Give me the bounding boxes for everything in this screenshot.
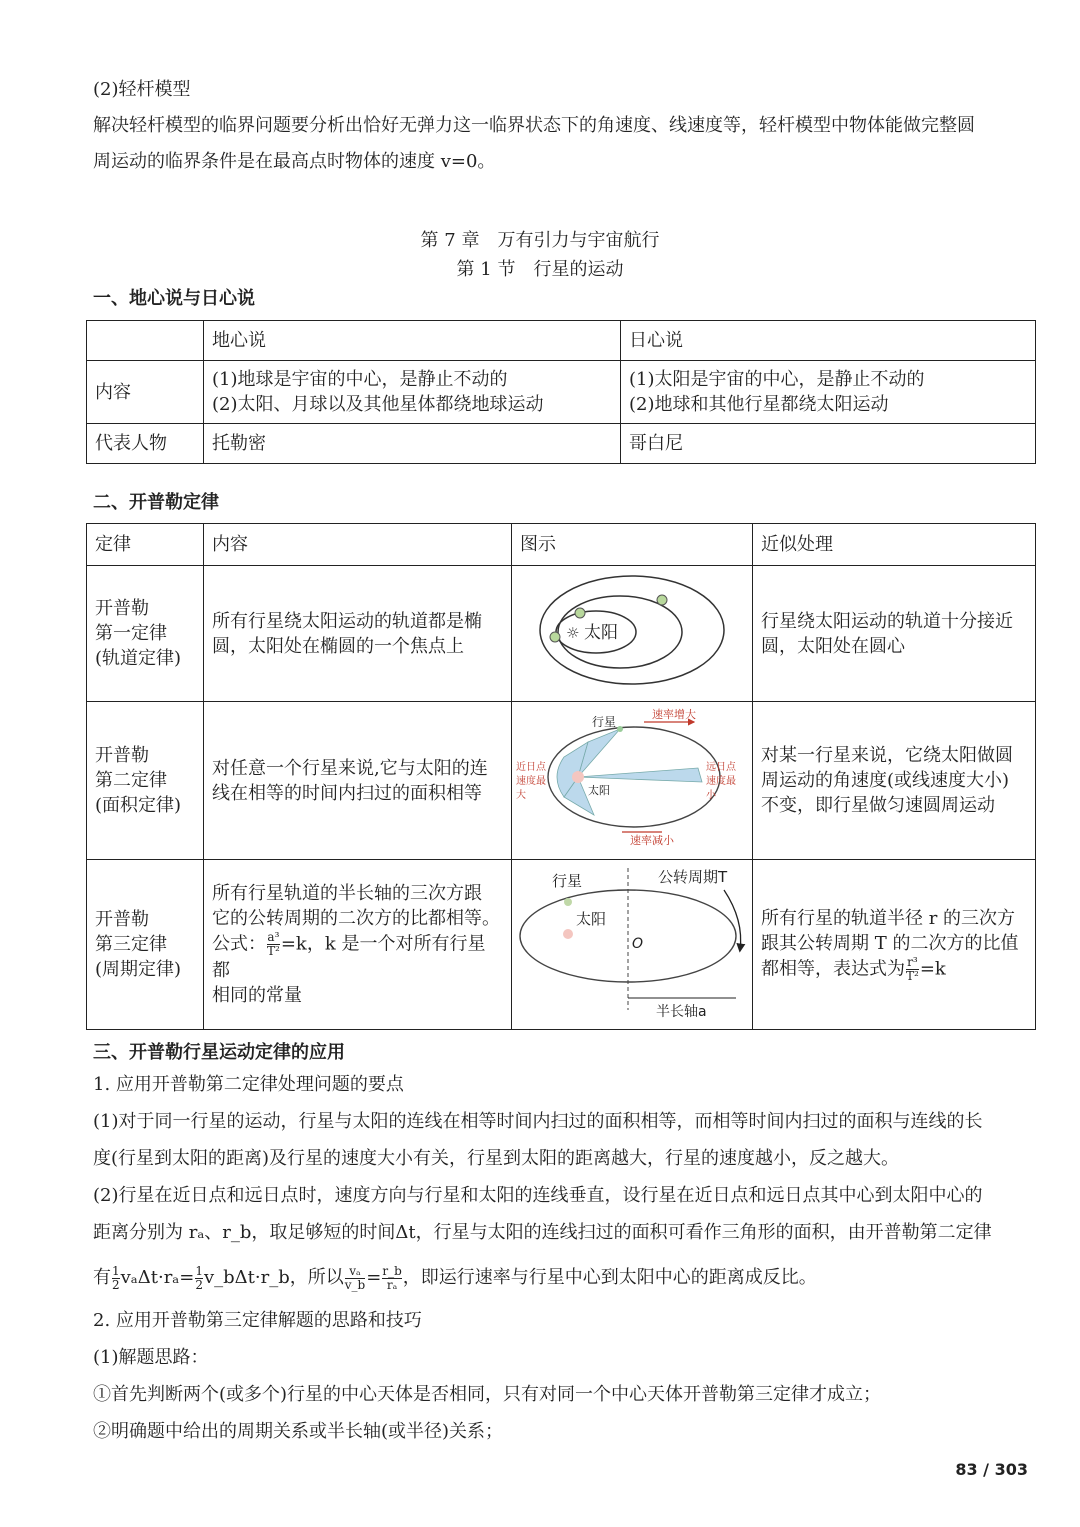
table-header-cell: 近似处理 xyxy=(753,524,1036,566)
sun-icon xyxy=(572,771,584,783)
chapter-title: 第 7 章 万有引力与宇宙航行 xyxy=(420,230,660,251)
law-name: 开普勒 第二定律 (面积定律) xyxy=(87,702,204,860)
ellipse-orbits-diagram xyxy=(512,566,752,694)
law-name: 开普勒 第三定律 (周期定律) xyxy=(87,860,204,1030)
table-header-cell: 日心说 xyxy=(621,321,1036,361)
table-header-cell: 定律 xyxy=(87,524,204,566)
law-content: 所有行星绕太阳运动的轨道都是椭 圆，太阳处在椭圆的一个焦点上 xyxy=(204,566,512,702)
table-cell xyxy=(621,361,1036,424)
period-label: 公转周期T xyxy=(658,868,728,886)
perihelion-label: 速度最 xyxy=(516,776,546,787)
paragraph-line: (1)对于同一行星的运动，行星与太阳的连线在相等时间内扫过的面积相等，而相等时间内扫过的面积与连线的长 xyxy=(93,1111,983,1132)
sun-label: 太阳 xyxy=(584,623,618,643)
sun-icon xyxy=(563,929,573,939)
planet-icon xyxy=(575,608,585,618)
paragraph-line: ②明确题中给出的周期关系或半长轴(或半径)关系； xyxy=(93,1421,504,1442)
table-header-cell xyxy=(87,321,204,361)
row-label: 内容 xyxy=(87,361,204,424)
law1-diagram xyxy=(512,566,753,702)
sun-icon: ☼ xyxy=(566,624,580,642)
law-content: 对任意一个行星来说,它与太阳的连 线在相等的时间内扫过的面积相等 xyxy=(204,702,512,860)
table-header-cell: 内容 xyxy=(204,524,512,566)
fraction: $\frac{1}{2}$ xyxy=(195,1263,203,1292)
table-header-cell: 地心说 xyxy=(204,321,621,361)
aphelion-label: 速度最 xyxy=(706,776,736,787)
aphelion-label: 小 xyxy=(706,790,716,801)
paragraph-line: (2)行星在近日点和远日点时，速度方向与行星和太阳的连线垂直，设行星在近日点和远日点其中心到太阳中心的 xyxy=(93,1185,983,1206)
paragraph-line: (1)解题思路： xyxy=(93,1347,209,1368)
paragraph-line: 解决轻杆模型的临界问题要分析出恰好无弹力这一临界状态下的角速度、线速度等，轻杆模型中物体能做完整圆 xyxy=(93,115,975,136)
section-title: 第 1 节 行星的运动 xyxy=(456,259,624,280)
section-heading: 二、开普勒定律 xyxy=(93,492,219,513)
model-title: (2)轻杆模型 xyxy=(93,79,191,100)
fraction: $\frac{\text{vₐ}}{v\_b}$ xyxy=(344,1263,366,1292)
law-approx: 行星绕太阳运动的轨道十分接近 圆，太阳处在圆心 xyxy=(753,566,1036,702)
perihelion-label: 大 xyxy=(516,790,526,801)
table-cell: 哥白尼 xyxy=(621,424,1036,464)
law3-diagram xyxy=(512,860,753,1030)
geo-helio-table xyxy=(86,320,1036,464)
planet-label: 行星 xyxy=(592,715,617,729)
law2-diagram xyxy=(512,702,753,860)
planet-label: 行星 xyxy=(552,872,583,890)
cell-line: (1)地球是宇宙的中心，是静止不动的 xyxy=(212,369,508,390)
speed-label: 速率减小 xyxy=(630,834,674,847)
planet-icon xyxy=(564,898,572,906)
paragraph-line: ①首先判断两个(或多个)行星的中心天体是否相同，只有对同一个中心天体开普勒第三定律才成立； xyxy=(93,1384,882,1405)
subheading: 1. 应用开普勒第二定律处理问题的要点 xyxy=(93,1074,404,1095)
kepler-table xyxy=(86,523,1036,1030)
planet-icon xyxy=(550,632,560,642)
planet-icon xyxy=(617,726,623,732)
formula-paragraph: 有 $\frac{1}{2}$ vₐΔt·rₐ= $\frac{1}{2}$ v_bΔt·r_b，所以 $\frac{\text{vₐ}}{v\_b}$ = $\frac{r\_b}{\text{rₐ}}$ ，即运行速率与行星中心到太阳中心的距离成反比。 xyxy=(93,1263,817,1292)
semi-major-label: 半长轴a xyxy=(656,1004,707,1020)
aphelion-label: 远日点 xyxy=(706,762,736,773)
law-name: 开普勒 第一定律 (轨道定律) xyxy=(87,566,204,702)
origin-label: O xyxy=(632,936,644,952)
fraction: $\frac{r\_b}{\text{rₐ}}$ xyxy=(382,1263,402,1292)
table-cell xyxy=(204,361,621,424)
section-heading: 一、地心说与日心说 xyxy=(93,288,255,309)
perihelion-label: 近日点 xyxy=(516,762,546,773)
equal-area-diagram xyxy=(512,702,752,852)
formula-line: 都相等，表达式为 $\frac{\text{r³}}{\text{T²}}$ =k xyxy=(761,955,946,983)
fraction: $\frac{\text{r³}}{\text{T²}}$ xyxy=(906,955,919,983)
table-cell: 托勒密 xyxy=(204,424,621,464)
table-header-cell: 图示 xyxy=(512,524,753,566)
section-heading: 三、开普勒行星运动定律的应用 xyxy=(93,1042,345,1063)
speed-label: 速率增大 xyxy=(652,708,696,721)
paragraph-line: 周运动的临界条件是在最高点时物体的速度 v=0。 xyxy=(93,151,496,172)
planet-icon xyxy=(657,595,667,605)
law-approx: 所有行星的轨道半径 r 的三次方 跟其公转周期 T 的二次方的比值 都相等，表达式为 $\frac{\text{r³}}{\text{T²}}$ =k xyxy=(753,860,1036,1030)
cell-line: (2)太阳、月球以及其他星体都绕地球运动 xyxy=(212,394,544,415)
page-number: 83 / 303 xyxy=(955,1460,1028,1479)
cell-line: (1)太阳是宇宙的中心，是静止不动的 xyxy=(629,369,925,390)
paragraph-line: 距离分别为 rₐ、r_b，取足够短的时间Δt，行星与太阳的连线扫过的面积可看作三角形的面积，由开普勒第二定律 xyxy=(93,1222,992,1243)
semi-major-diagram xyxy=(512,860,752,1022)
formula-line: 公式： $\frac{\text{a³}}{\text{T²}}$ =k，k 是一个对所有行星都 xyxy=(212,930,486,981)
law-approx: 对某一行星来说，它绕太阳做圆 周运动的角速度(或线速度大小) 不变，即行星做匀速圆周运动 xyxy=(753,702,1036,860)
subheading: 2. 应用开普勒第三定律解题的思路和技巧 xyxy=(93,1310,422,1331)
law-content: 所有行星轨道的半长轴的三次方跟 它的公转周期的二次方的比都相等。 公式： $\frac{\text{a³}}{\text{T²}}$ =k，k 是一个对所有行星都 相同的常量 xyxy=(204,860,512,1030)
paragraph-line: 度(行星到太阳的距离)及行星的速度大小有关，行星到太阳的距离越大，行星的速度越小，反之越大。 xyxy=(93,1148,900,1169)
fraction: $\frac{1}{2}$ xyxy=(112,1263,120,1292)
sun-label: 太阳 xyxy=(588,784,610,797)
cell-line: (2)地球和其他行星都绕太阳运动 xyxy=(629,394,889,415)
sun-label: 太阳 xyxy=(576,910,607,928)
fraction: $\frac{\text{a³}}{\text{T²}}$ xyxy=(267,930,280,958)
row-label: 代表人物 xyxy=(87,424,204,464)
